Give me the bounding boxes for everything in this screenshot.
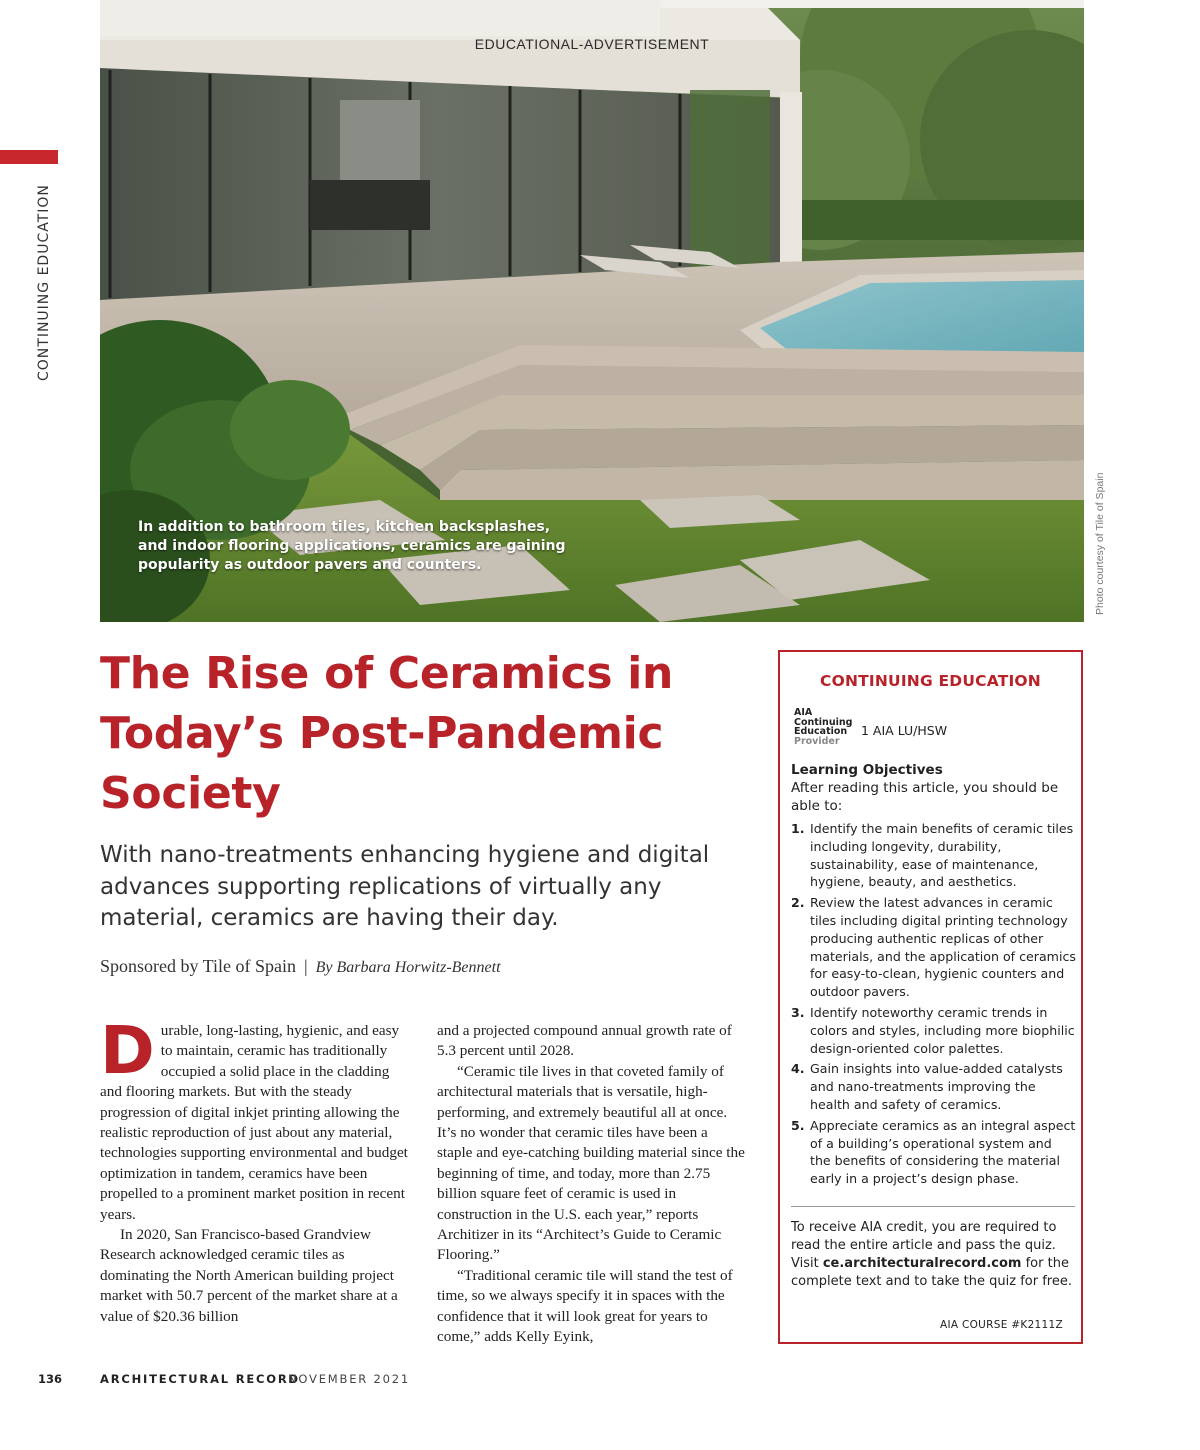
aia-logo-line: Continuing bbox=[794, 716, 853, 728]
objective-number: 4. bbox=[791, 1061, 805, 1077]
section-tab bbox=[36, 172, 54, 397]
ce-credit-instructions bbox=[791, 1219, 1076, 1291]
credit-text: To receive AIA credit, you are required to read the entire article and pass the quiz. Visit bbox=[791, 1220, 1057, 1271]
aia-logo-line: Education bbox=[794, 726, 848, 737]
objective-text: Gain insights into value-added catalysts and nano-treatments improving the health and safety of ceramics. bbox=[810, 1061, 1063, 1112]
article-paragraph: “Ceramic tile lives in that coveted family of architectural materials that is versatile, high-performing, and extremely beautiful all at once. It’s no wonder that ceramic tiles have been a staple and eye-catching building material since the beginning of time, and today, more than 2.75 billion square feet of ceramic is used in construction in the U.S. each year,” reports Architizer in its “Architect’s Guide to Ceramic Flooring.” bbox=[437, 1062, 745, 1264]
issue-date: NOVEMBER 2021 bbox=[288, 1372, 410, 1386]
objective-item bbox=[791, 820, 1076, 891]
continuing-education-box bbox=[778, 650, 1083, 1344]
article-column-1 bbox=[100, 1012, 408, 1327]
article-paragraph: and a projected compound annual growth rate of 5.3 percent until 2028. bbox=[437, 1022, 732, 1060]
objective-number: 3. bbox=[791, 1004, 805, 1020]
objective-text: Appreciate ceramics as an integral aspect of a building’s operational system and the benefits of considering the material early in a project’s design phase. bbox=[810, 1117, 1076, 1187]
aia-provider-logo bbox=[794, 708, 856, 746]
objective-text: Review the latest advances in ceramic tiles including digital printing technology producing authentic replicas of other materials, and the application of ceramics for easy-to-clean, hygienic counters and outdoor pavers. bbox=[810, 895, 1076, 1000]
article-dek: With nano-treatments enhancing hygiene and digital advances supporting replications of virtually any material, ceramics are having their day. bbox=[100, 842, 710, 931]
article-title: The Rise of Ceramics in Today’s Post-Pandemic Society bbox=[100, 648, 674, 819]
advertisement-label: EDUCATIONAL-ADVERTISEMENT bbox=[474, 36, 710, 52]
objective-item bbox=[791, 894, 1076, 1001]
ce-box-title: CONTINUING EDUCATION bbox=[820, 672, 1041, 690]
objective-item bbox=[791, 1060, 1076, 1113]
article-paragraph: “Traditional ceramic tile will stand the test of time, so we always specify it in spaces with the confidence that it will look great for years to come,” adds Kelly Eyink, bbox=[437, 1266, 733, 1346]
objectives-heading: Learning Objectives bbox=[791, 762, 943, 778]
objectives-intro: After reading this article, you should be able to: bbox=[791, 780, 1059, 814]
aia-logo-line: AIA bbox=[794, 707, 813, 718]
sponsor-text: Sponsored by Tile of Spain bbox=[100, 956, 297, 976]
credit-text: for the complete text and to take the quiz for free. bbox=[791, 1256, 1072, 1289]
objective-item bbox=[791, 1004, 1076, 1057]
objective-item bbox=[791, 1117, 1076, 1188]
photo-credit bbox=[1092, 463, 1108, 623]
page-number: 136 bbox=[38, 1372, 63, 1386]
drop-cap: D bbox=[100, 1012, 155, 1089]
photo-credit-text: Photo courtesy of Tile of Spain bbox=[1094, 472, 1106, 615]
objective-number: 5. bbox=[791, 1117, 805, 1133]
byline bbox=[100, 956, 501, 977]
objective-number: 2. bbox=[791, 895, 805, 911]
section-tab-label: CONTINUING EDUCATION bbox=[36, 184, 52, 381]
hero-photo bbox=[100, 0, 1084, 622]
objectives-list bbox=[791, 820, 1076, 1191]
paragraph-text: urable, long-lasting, hygienic, and easy to maintain, ceramic has traditionally occupied a solid place in the cladding and flooring markets. But with the steady progression of digital inkjet printing allowing the realistic reproduction of just about any material, technologies supporting environmental and budget optimization in tandem, ceramics have been propelled to a prominent market position in recent years. bbox=[100, 1022, 408, 1223]
aia-credits: 1 AIA LU/HSW bbox=[861, 723, 948, 738]
ce-divider bbox=[791, 1206, 1075, 1207]
article-paragraph bbox=[100, 1012, 408, 1225]
ce-website-link[interactable]: ce.architecturalrecord.com bbox=[822, 1256, 1022, 1271]
article-column-2 bbox=[437, 1021, 745, 1348]
objective-text: Identify noteworthy ceramic trends in colors and styles, including more biophilic design-oriented color palettes. bbox=[810, 1004, 1075, 1056]
photo-caption: In addition to bathroom tiles, kitchen backsplashes, and indoor flooring applications, ceramics are gaining popularity as outdoor pavers and counters. bbox=[138, 519, 566, 573]
objective-number: 1. bbox=[791, 821, 805, 836]
course-number: AIA COURSE #K2111Z bbox=[939, 1319, 1063, 1331]
publication-name: ARCHITECTURAL RECORD bbox=[100, 1372, 300, 1386]
aia-logo-line: Provider bbox=[794, 735, 840, 747]
objective-text: Identify the main benefits of ceramic tiles including longevity, durability, sustainability, ease of maintenance, hygiene, beauty, and aesthetics. bbox=[810, 821, 1074, 890]
article-paragraph: In 2020, San Francisco-based Grandview Research acknowledged ceramic tiles as dominating the North American building project market with 50.7 percent of the market share at a value of $20.36 billion bbox=[100, 1226, 398, 1325]
author-name: By Barbara Horwitz-Bennett bbox=[315, 959, 501, 976]
byline-separator: | bbox=[304, 956, 308, 976]
